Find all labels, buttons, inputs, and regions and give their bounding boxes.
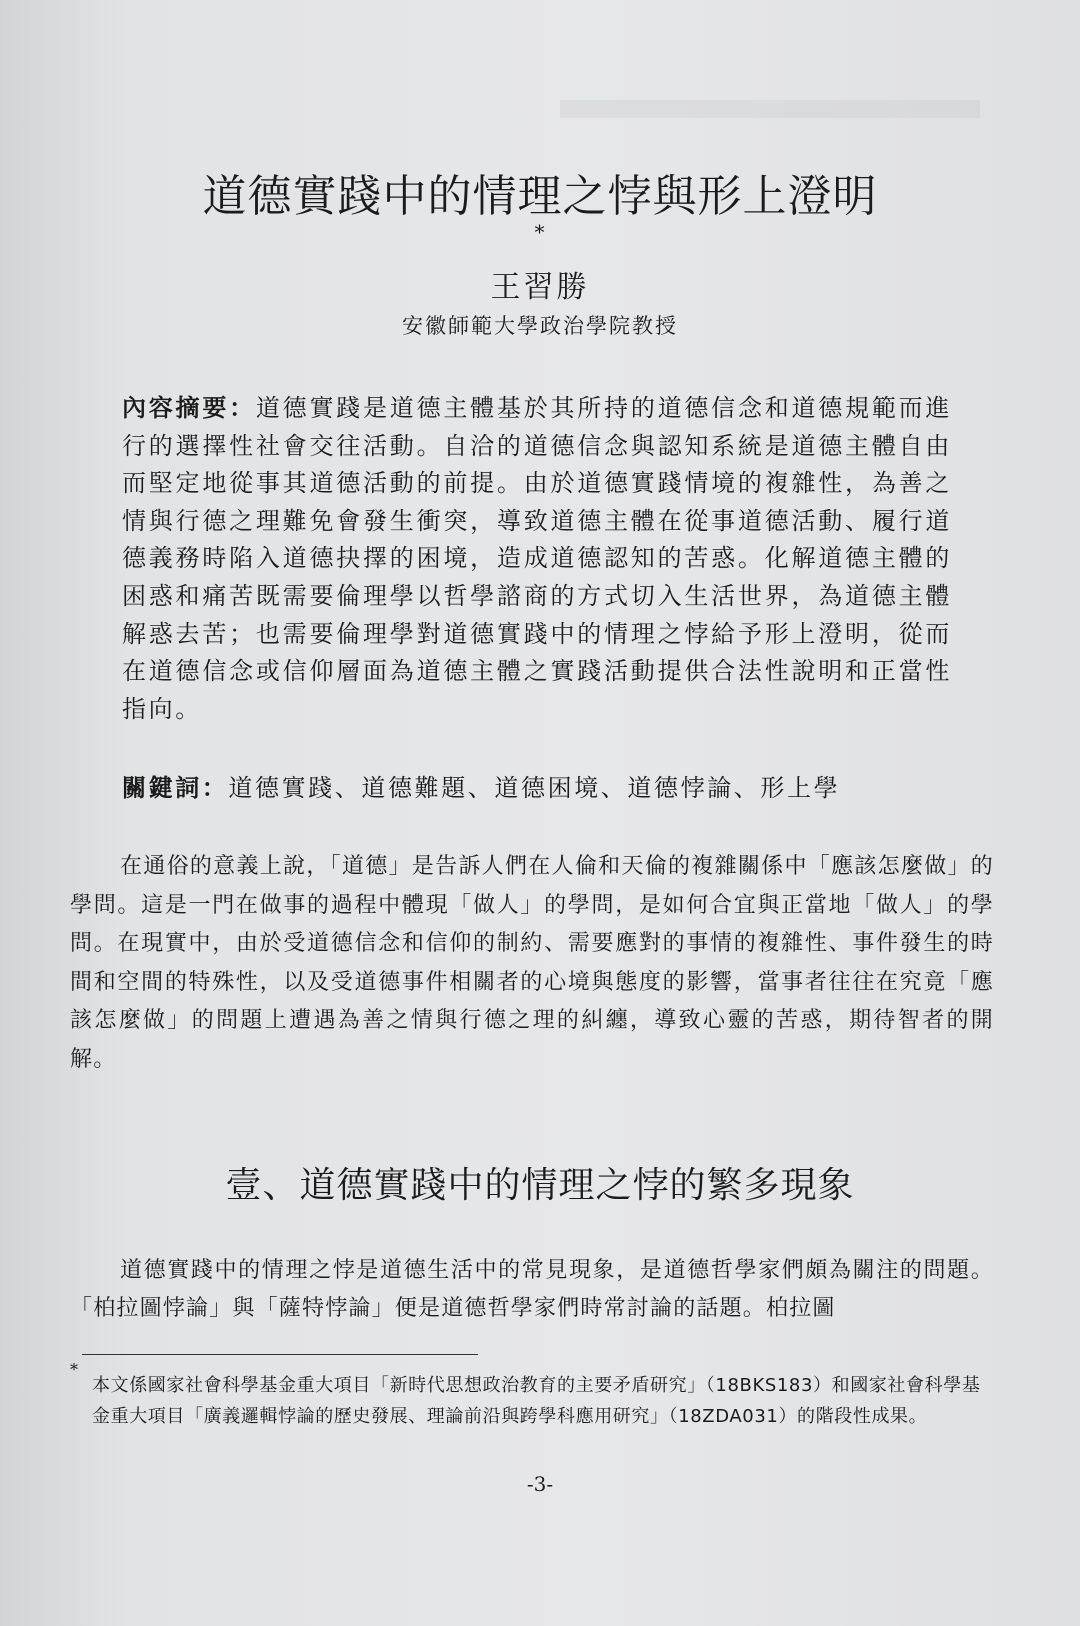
show-through-text (560, 100, 980, 118)
keywords-text: 道德實踐、道德難題、道德困境、道德悖論、形上學 (228, 774, 841, 802)
abstract-text: 道德實踐是道德主體基於其所持的道德信念和道德規範而進行的選擇性社會交往活動。自洽的道德信念與認知系統是道德主體自由而堅定地從事其道德活動的前提。由於道德實踐情境的複雜性，為善之情與行德之理難免會發生衝突，導致道德主體在從事道德活動、履行道德義務時陷入道德抉擇的困境，造成道德認知的苦惑。化解道德主體的困惑和痛苦既需要倫理學以哲學諮商的方式切入生活世界，為道德主體解惑去苦；也需要倫理學對道德實踐中的情理之悖給予形上澄明，從而在道德信念或信仰層面為道德主體之實踐活動提供合法性說明和正當性指向。 (122, 394, 952, 723)
author-name: 王習勝 (490, 270, 590, 305)
keywords-label: 關鍵詞： (122, 773, 229, 802)
page-number: -3- (526, 1472, 554, 1496)
abstract-label: 內容摘要： (122, 393, 256, 422)
intro-paragraph: 在通俗的意義上說，「道德」是告訴人們在人倫和天倫的複雜關係中「應該怎麼做」的學問。這是一門在做事的過程中體現「做人」的學問，是如何合宜與正當地「做人」的學問。在現實中，由於受道德信念和信仰的制約、需要應對的事情的複雜性、事件發生的時間和空間的特殊性，以及受道德事件相關者的心境與態度的影響，當事者往往在究竟「應該怎麼做」的問題上遭遇為善之情與行德之理的糾纏，導致心靈的苦惑，期待智者的開解。 (70, 854, 994, 1072)
article-title-text: 道德實踐中的情理之悖與形上澄明 (202, 171, 878, 222)
title-footnote-mark: * (534, 220, 546, 244)
abstract (122, 389, 952, 728)
author-affiliation: 安徽師範大學政治學院教授 (402, 314, 678, 338)
article-title (200, 160, 880, 275)
section-heading: 壹、道德實踐中的情理之悖的繁多現象 (225, 1165, 855, 1206)
keywords (122, 768, 952, 803)
section-paragraph: 道德實踐中的情理之悖是道德生活中的常見現象，是道德哲學家們頗為關注的問題。「柏拉圖悖論」與「薩特悖論」便是道德哲學家們時常討論的話題。柏拉圖 (70, 1258, 994, 1321)
footnote-divider (82, 1354, 478, 1355)
footnote: 本文係國家社會科學基金重大項目「新時代思想政治教育的主要矛盾研究」（18BKS183）和國家社會科學基金重大項目「廣義邏輯悖論的歷史發展、理論前沿與跨學科應用研究」（18ZDA031）的階段性成果。 (92, 1375, 981, 1427)
footnote-mark: * (70, 1360, 78, 1379)
